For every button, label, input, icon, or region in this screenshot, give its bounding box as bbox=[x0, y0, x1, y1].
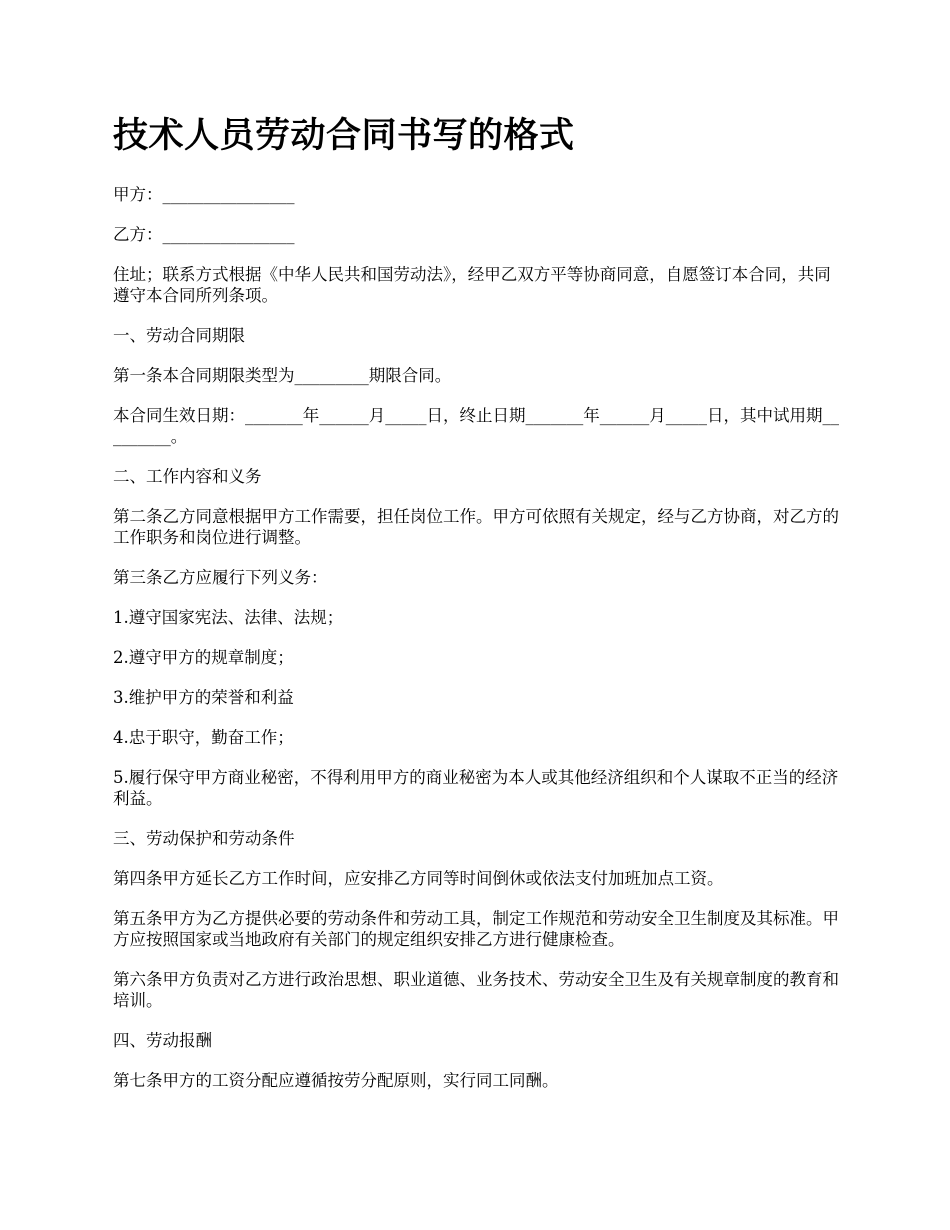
section-heading-duties: 二、工作内容和义务 bbox=[113, 467, 262, 486]
article-7: 第七条甲方的工资分配应遵循按劳分配原则，实行同工同酬。 bbox=[113, 1071, 559, 1090]
article-3: 第三条乙方应履行下列义务： bbox=[113, 568, 328, 587]
duty-item-5: 5.履行保守甲方商业秘密，不得利用甲方的商业秘密为本人或其他经济组织和个人谋取不正当的经济利益。 bbox=[113, 768, 839, 808]
article-4: 第四条甲方延长乙方工作时间，应安排乙方同等时间倒休或依法支付加班加点工资。 bbox=[113, 869, 724, 888]
section-heading-remuneration: 四、劳动报酬 bbox=[113, 1031, 212, 1050]
article-2: 第二条乙方同意根据甲方工作需要，担任岗位工作。甲方可依照有关规定，经与乙方协商，对乙方的工作职务和岗位进行调整。 bbox=[113, 507, 839, 547]
article-1: 第一条本合同期限类型为_________期限合同。 bbox=[113, 366, 452, 385]
section-heading-protection: 三、劳动保护和劳动条件 bbox=[113, 829, 295, 848]
article-5: 第五条甲方为乙方提供必要的劳动条件和劳动工具，制定工作规范和劳动安全卫生制度及其标准。甲方应按照国家或当地政府有关部门的规定组织安排乙方进行健康检查。 bbox=[113, 909, 839, 949]
preamble-paragraph: 住址；联系方式根据《中华人民共和国劳动法》，经甲乙双方平等协商同意，自愿签订本合同，共同遵守本合同所列条项。 bbox=[113, 265, 831, 305]
duty-item-4: 4.忠于职守，勤奋工作； bbox=[113, 728, 294, 747]
article-6: 第六条甲方负责对乙方进行政治思想、职业道德、业务技术、劳动安全卫生及有关规章制度的教育和培训。 bbox=[113, 970, 839, 1010]
party-a-line: 甲方：________________ bbox=[113, 185, 295, 204]
document-page bbox=[113, 112, 843, 1110]
duty-item-1: 1.遵守国家宪法、法律、法规； bbox=[113, 608, 344, 627]
effective-date-paragraph: 本合同生效日期：_______年______月_____日，终止日期_______年______月_____日，其中试用期_________。 bbox=[113, 406, 839, 446]
duty-item-2: 2.遵守甲方的规章制度； bbox=[113, 648, 294, 667]
document-title: 技术人员劳动合同书写的格式 bbox=[113, 116, 575, 156]
duty-item-3: 3.维护甲方的荣誉和利益 bbox=[113, 688, 294, 707]
section-heading-term: 一、劳动合同期限 bbox=[113, 326, 245, 345]
party-b-line: 乙方：________________ bbox=[113, 225, 295, 244]
